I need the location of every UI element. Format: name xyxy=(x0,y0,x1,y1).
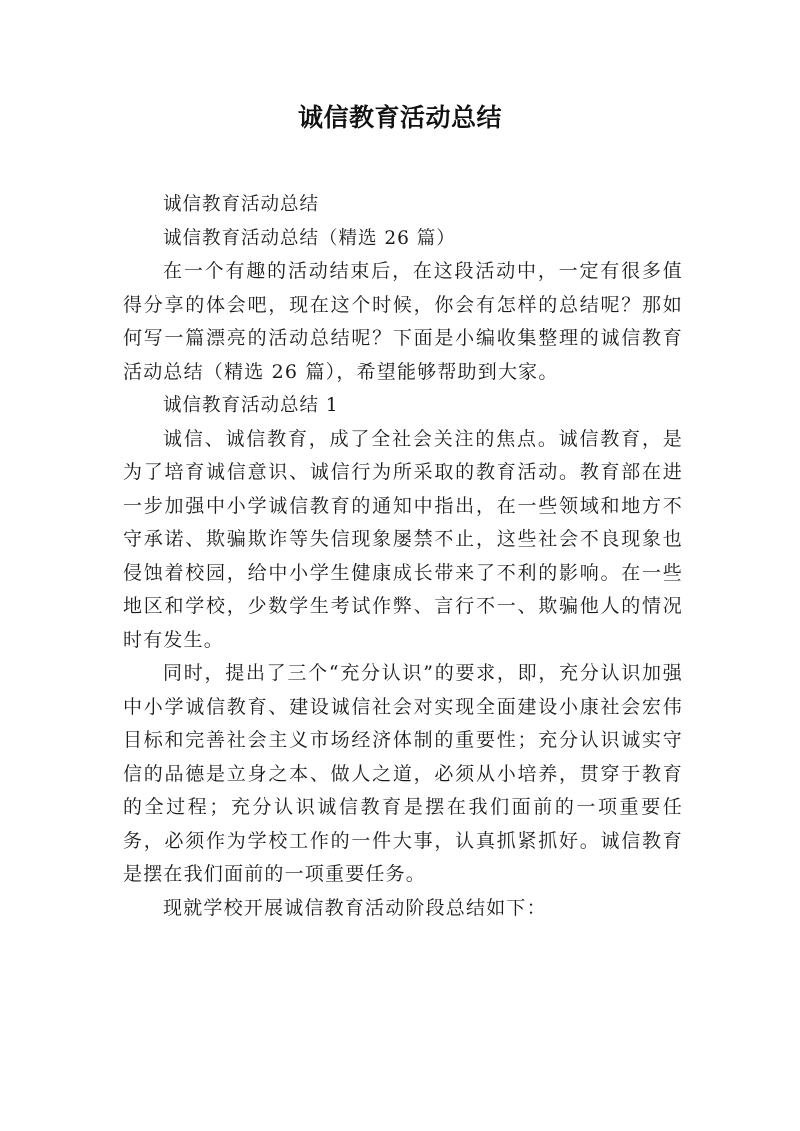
body-paragraph-1: 诚信、诚信教育，成了全社会关注的焦点。诚信教育，是为了培育诚信意识、诚信行为所采取的教育活动。教育部在进一步加强中小学诚信教育的通知中指出，在一些领域和地方不守承诺、欺骗欺诈等失信现象屡禁不止，这些社会不良现象也侵蚀着校园，给中小学生健康成长带来了不利的影响。在一些地区和学校，少数学生考试作弊、言行不一、欺骗他人的情况时有发生。 xyxy=(123,427,683,651)
document-body xyxy=(123,188,683,925)
intro-paragraph: 在一个有趣的活动结束后，在这段活动中，一定有很多值得分享的体会吧，现在这个时候，你会有怎样的总结呢？那如何写一篇漂亮的活动总结呢？下面是小编收集整理的诚信教育活动总结（精选 26 篇），希望能够帮助到大家。 xyxy=(123,260,683,383)
section-heading: 诚信教育活动总结 1 xyxy=(163,395,339,416)
body-paragraph-2: 同时，提出了三个“充分认识”的要求，即，充分认识加强中小学诚信教育、建设诚信社会对实现全面建设小康社会宏伟目标和完善社会主义市场经济体制的重要性；充分认识诚实守信的品德是立身之本、做人之道，必须从小培养，贯穿于教育的全过程；充分认识诚信教育是摆在我们面前的一项重要任务，必须作为学校工作的一件大事，认真抓紧抓好。诚信教育是摆在我们面前的一项重要任务。 xyxy=(123,662,683,885)
subtitle-line: 诚信教育活动总结 xyxy=(163,194,320,215)
body-paragraph-3: 现就学校开展诚信教育活动阶段总结如下： xyxy=(163,896,547,919)
subtitle-selected-line: 诚信教育活动总结（精选 26 篇） xyxy=(163,227,456,249)
document-title: 诚信教育活动总结 xyxy=(297,103,502,132)
